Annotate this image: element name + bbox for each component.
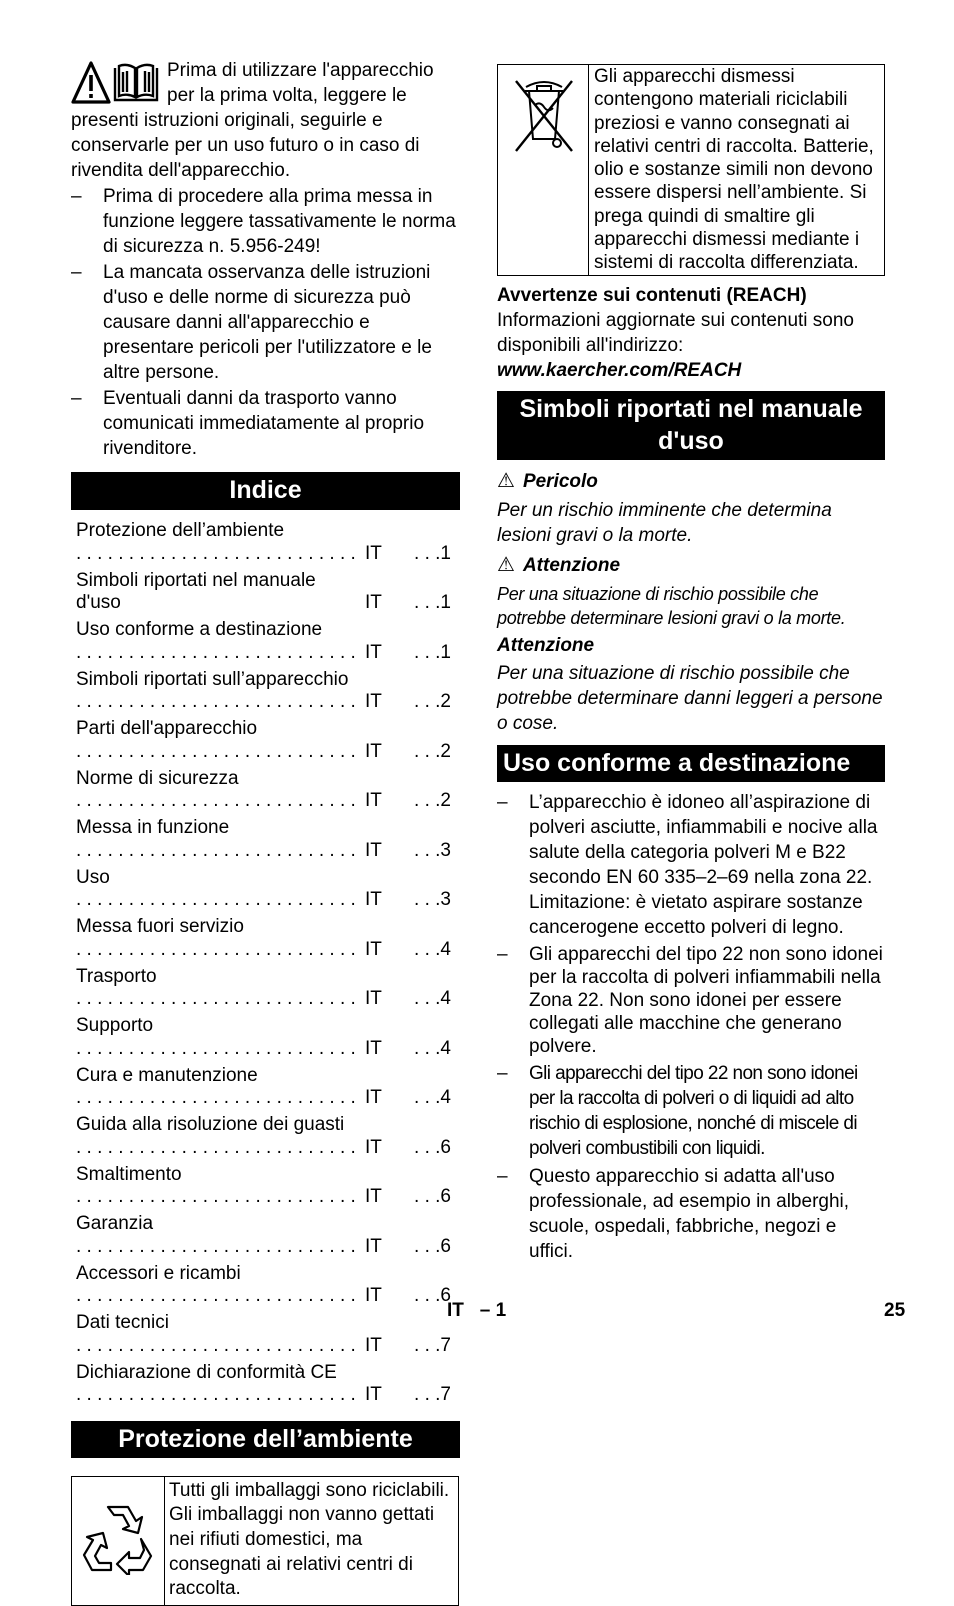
toc-lang: IT — [365, 889, 411, 912]
recycle-icon — [81, 1499, 155, 1575]
toc-leader-dots: . . . . . . . . . . . . . . . . . . . . . . . . . . . — [76, 691, 356, 712]
toc-row[interactable] — [76, 1213, 460, 1258]
toc-leader-dots: . . . . . . . . . . . . . . . . . . . . . . . . . . . — [76, 939, 356, 960]
packaging-box — [71, 1476, 459, 1606]
toc-page: . . .3 — [411, 840, 451, 863]
toc-title — [76, 966, 365, 1011]
intro-text: Prima di utilizzare l'apparecchio per la prima volta, leggere le presenti istruzioni originali, seguirle e conservarle per un uso futuro o in caso di rivendita dell'apparecchio. — [71, 58, 460, 183]
toc-title — [76, 916, 365, 961]
reach-url[interactable]: www.kaercher.com/REACH — [497, 358, 885, 383]
toc-leader-dots: . . . . . . . . . . . . . . . . . . . . . . . . . . . — [76, 543, 356, 564]
toc-leader-dots: . . . . . . . . . . . . . . . . . . . . . . . . . . . — [76, 642, 356, 663]
toc-title — [76, 1015, 365, 1060]
toc-lang: IT — [365, 1285, 411, 1308]
list-item: – Prima di procedere alla prima messa in funzione leggere tassativamente le norma di sicurezza n. 5.956-249! — [71, 184, 460, 259]
intended-use-bullets — [497, 790, 885, 1264]
toc-lang: IT — [365, 1384, 411, 1407]
toc-title-text: Simboli riportati nel manuale d'uso — [76, 570, 316, 614]
list-item: – La mancata osservanza delle istruzioni d'uso e delle norme di sicurezza può causare danni all'apparecchio e presentare pericoli per l'utilizzatore e le altre persone. — [71, 260, 460, 385]
toc-row[interactable] — [76, 916, 460, 961]
toc-lang: IT — [365, 691, 411, 714]
list-item: – Questo apparecchio si adatta all'uso professionale, ad esempio in alberghi, scuole, ospedali, fabbriche, negozi e uffici. — [497, 1164, 885, 1264]
toc-lang: IT — [365, 939, 411, 962]
toc-page: . . .1 — [411, 543, 451, 566]
toc-leader-dots: . . . . . . . . . . . . . . . . . . . . . . . . . . . — [76, 1236, 356, 1257]
toc-page: . . .6 — [411, 1285, 451, 1308]
list-item: – Eventuali danni da trasporto vanno comunicati immediatamente al proprio rivenditore. — [71, 386, 460, 461]
toc-lang: IT — [365, 543, 411, 566]
toc-leader-dots: . . . . . . . . . . . . . . . . . . . . . . . . . . . — [76, 1384, 356, 1405]
disposal-box — [497, 64, 885, 276]
toc-page: . . .2 — [411, 790, 451, 813]
toc-page: . . .4 — [411, 988, 451, 1011]
toc-lang: IT — [365, 1087, 411, 1110]
crossed-bin-icon — [510, 75, 576, 155]
caution-label: Attenzione — [497, 633, 885, 658]
toc-lang: IT — [365, 642, 411, 665]
danger-triangle-icon: ⚠ — [497, 469, 515, 494]
toc-row[interactable] — [76, 1164, 460, 1209]
toc-title-text: Norme di sicurezza — [76, 768, 239, 789]
intro-section — [71, 58, 460, 183]
toc-leader-dots: . . . . . . . . . . . . . . . . . . . . . . . . . . . — [76, 1137, 356, 1158]
danger-text: Per un rischio imminente che determina lesioni gravi o la morte. — [497, 498, 885, 548]
toc-title — [76, 1263, 365, 1308]
toc-title — [76, 520, 365, 565]
toc-leader-dots: . . . . . . . . . . . . . . . . . . . . . . . . . . . — [76, 1038, 356, 1059]
toc-leader-dots: . . . . . . . . . . . . . . . . . . . . . . . . . . . — [76, 1186, 356, 1207]
toc-leader-dots: . . . . . . . . . . . . . . . . . . . . . . . . . . . — [76, 840, 356, 861]
warning-triangle-icon: ⚠ — [497, 553, 515, 578]
toc-leader-dots: . . . . . . . . . . . . . . . . . . . . . . . . . . . — [76, 741, 356, 762]
danger-label-row — [497, 469, 885, 494]
toc-page: . . .2 — [411, 741, 451, 764]
toc-leader-dots: . . . . . . . . . . . . . . . . . . . . . . . . . . . — [76, 790, 356, 811]
toc-title-text: Guida alla risoluzione dei guasti — [76, 1114, 344, 1135]
toc-row[interactable] — [76, 1114, 460, 1159]
toc-page: . . .3 — [411, 889, 451, 912]
manual-book-icon — [115, 65, 157, 100]
toc-title-text: Simboli riportati sull’apparecchio — [76, 669, 348, 690]
reach-heading: Avvertenze sui contenuti (REACH) — [497, 283, 885, 308]
footer-lang-page: IT – 1 — [447, 1298, 506, 1323]
toc-title — [76, 1114, 365, 1159]
warning-triangle-icon — [73, 63, 109, 102]
toc-title-text: Uso — [76, 867, 110, 888]
list-item: – L’apparecchio è idoneo all’aspirazione di polveri asciutte, infiammabili e nocive alla salute della categoria polveri M e B22 secondo EN 60 335–2–69 nella zona 22. Limitazione: è vietato aspirare sostanze cancerogene eccetto polveri di legno. — [497, 790, 885, 940]
toc-lang: IT — [365, 790, 411, 813]
toc-title — [76, 1065, 365, 1110]
toc-lang: IT — [365, 1186, 411, 1209]
environment-heading: Protezione dell’ambiente — [71, 1421, 460, 1458]
toc-title-text: Messa in funzione — [76, 817, 229, 838]
right-column — [497, 64, 885, 1264]
toc-lang: IT — [365, 1335, 411, 1358]
packaging-text: Tutti gli imballaggi sono riciclabili. Gli imballaggi non vanno gettati nei rifiuti domestici, ma consegnati ai relativi centri di raccolta. — [165, 1476, 459, 1606]
toc-title-text: Protezione dell’ambiente — [76, 520, 284, 541]
toc-leader-dots: . . . . . . . . . . . . . . . . . . . . . . . . . . . — [76, 1087, 356, 1108]
toc-row[interactable] — [76, 619, 460, 664]
list-item: – Gli apparecchi del tipo 22 non sono idonei per la raccolta di polveri infiammabili nella Zona 22. Non sono idonei per essere collegati alle macchine che generano polvere. — [497, 943, 885, 1058]
toc-lang: IT — [365, 592, 411, 615]
toc-lang: IT — [365, 988, 411, 1011]
toc-title-text: Trasporto — [76, 966, 157, 987]
list-item: – Gli apparecchi del tipo 22 non sono idonei per la raccolta di polveri o di liquidi ad alto rischio di esplosione, nonché di miscele di polveri combustibili con liquidi. — [497, 1061, 885, 1161]
toc-row[interactable] — [76, 570, 460, 615]
toc-title-text: Parti dell'apparecchio — [76, 718, 257, 739]
bin-cell — [498, 65, 589, 276]
toc-lang: IT — [365, 840, 411, 863]
toc-title-text: Accessori e ricambi — [76, 1263, 241, 1284]
caution-text: Per una situazione di rischio possibile che potrebbe determinare danni leggeri a persone o cose. — [497, 661, 885, 736]
toc-title — [76, 867, 365, 912]
toc-lang: IT — [365, 741, 411, 764]
toc-page: . . .2 — [411, 691, 451, 714]
toc-leader-dots: . . . . . . . . . . . . . . . . . . . . . . . . . . . — [76, 988, 356, 1009]
toc-title — [76, 669, 365, 714]
toc-leader-dots: . . . . . . . . . . . . . . . . . . . . . . . . . . . — [76, 1335, 356, 1356]
warning-label-row — [497, 553, 885, 578]
toc-page: . . .6 — [411, 1236, 451, 1259]
toc-title — [76, 1164, 365, 1209]
toc-title-text: Dichiarazione di conformità CE — [76, 1362, 337, 1383]
toc-row[interactable] — [76, 1065, 460, 1110]
reach-text: Informazioni aggiornate sui contenuti sono disponibili all'indirizzo: — [497, 308, 885, 358]
danger-label: Pericolo — [523, 469, 598, 494]
toc-page: . . .4 — [411, 939, 451, 962]
intended-use-heading: Uso conforme a destinazione — [497, 745, 885, 782]
toc-row[interactable] — [76, 1263, 460, 1308]
toc-row[interactable] — [76, 867, 460, 912]
toc-row[interactable] — [76, 817, 460, 862]
toc-title — [76, 1213, 365, 1258]
table-of-contents — [71, 520, 460, 1407]
toc-page: . . .4 — [411, 1038, 451, 1061]
toc-title — [76, 570, 365, 615]
toc-page: . . .6 — [411, 1137, 451, 1160]
warning-label: Attenzione — [523, 553, 620, 578]
toc-title — [76, 619, 365, 664]
toc-page: . . .1 — [411, 592, 451, 615]
toc-lang: IT — [365, 1137, 411, 1160]
toc-lang: IT — [365, 1236, 411, 1259]
toc-row[interactable] — [76, 966, 460, 1011]
toc-page: . . .1 — [411, 642, 451, 665]
toc-title-text: Garanzia — [76, 1213, 153, 1234]
toc-row[interactable] — [76, 718, 460, 763]
toc-page: . . .6 — [411, 1186, 451, 1209]
footer-page-number: 25 — [884, 1298, 905, 1323]
toc-title — [76, 1362, 365, 1407]
toc-row[interactable] — [76, 1312, 460, 1357]
toc-page: . . .7 — [411, 1335, 451, 1358]
toc-title — [76, 1312, 365, 1357]
toc-title — [76, 817, 365, 862]
toc-title-text: Smaltimento — [76, 1164, 182, 1185]
left-column — [71, 58, 460, 1606]
toc-leader-dots: . . . . . . . . . . . . . . . . . . . . . . . . . . . — [76, 1285, 356, 1306]
toc-page: . . .7 — [411, 1384, 451, 1407]
toc-row[interactable] — [76, 1362, 460, 1407]
toc-title-text: Uso conforme a destinazione — [76, 619, 322, 640]
toc-title-text: Cura e manutenzione — [76, 1065, 258, 1086]
toc-row[interactable] — [76, 1015, 460, 1060]
disposal-text: Gli apparecchi dismessi contengono materiali riciclabili preziosi e vanno consegnati ai relativi centri di raccolta. Batterie, olio e sostanze simili non devono essere dispersi nell’ambiente. Si prega quindi di smaltire gli apparecchi dismessi mediante i sistemi di raccolta differenziata. — [589, 65, 885, 276]
toc-page: . . .4 — [411, 1087, 451, 1110]
toc-title — [76, 718, 365, 763]
toc-row[interactable] — [76, 520, 460, 565]
toc-title-text: Supporto — [76, 1015, 153, 1036]
warning-text: Per una situazione di rischio possibile che potrebbe determinare lesioni gravi o la morte. — [497, 582, 885, 630]
warning-manual-icon — [71, 60, 159, 106]
toc-lang: IT — [365, 1038, 411, 1061]
toc-title-text: Messa fuori servizio — [76, 916, 244, 937]
toc-title — [76, 768, 365, 813]
intro-bullets — [71, 184, 460, 461]
toc-title-text: Dati tecnici — [76, 1312, 169, 1333]
toc-row[interactable] — [76, 669, 460, 714]
symbols-heading: Simboli riportati nel manuale d'uso — [497, 391, 885, 460]
toc-leader-dots: . . . . . . . . . . . . . . . . . . . . . . . . . . . — [76, 889, 356, 910]
toc-row[interactable] — [76, 768, 460, 813]
recycle-cell — [72, 1476, 165, 1606]
index-heading: Indice — [71, 472, 460, 510]
